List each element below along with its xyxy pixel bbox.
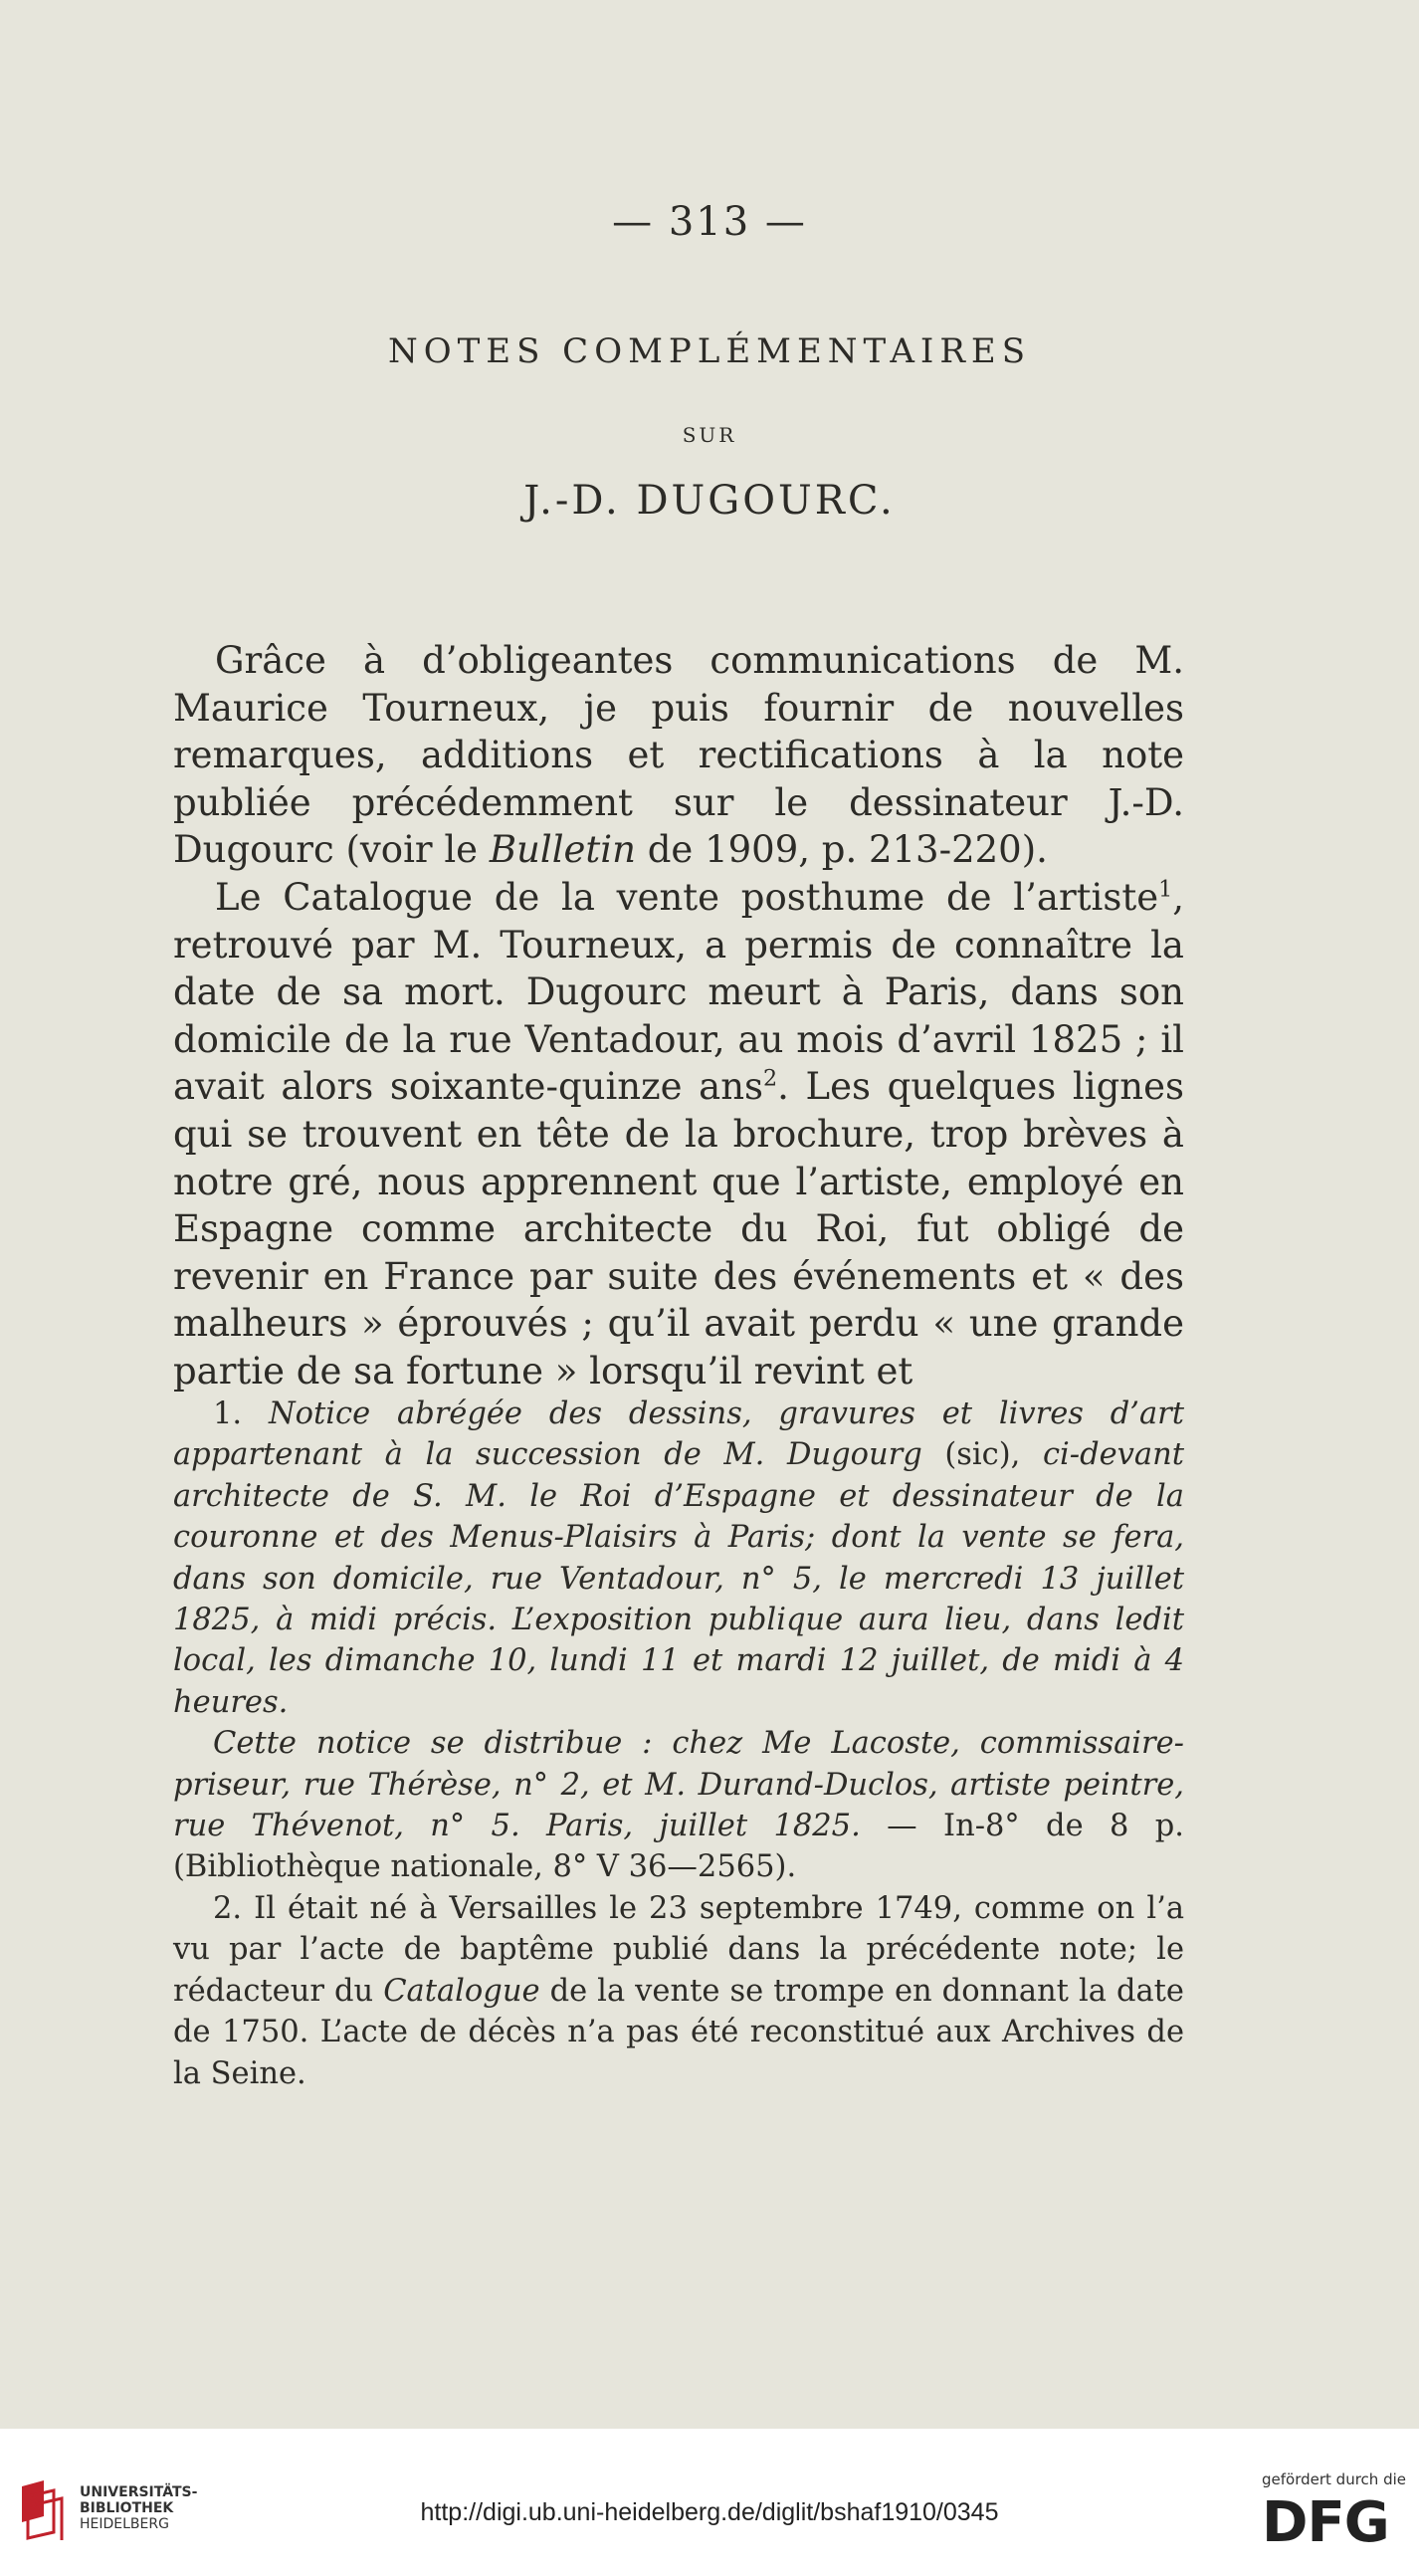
footnote-ref-1: 1 xyxy=(1158,876,1173,903)
article-subject: J.-D. DUGOURC. xyxy=(523,478,896,524)
dfg-logo[interactable]: DFG xyxy=(1262,2490,1389,2555)
footnote-1-continued: Cette notice se distribue : chez Me Lacoste, commissaire-priseur, rue Thérèse, n° 2, et M. Durand-Duclos, artiste peintre, rue Thévenot, n° 5. Paris, juillet 1825. — In-8° de 8 p. (Bibliothèque nationale, 8° V 36—2565). xyxy=(173,1726,1184,1885)
body-text xyxy=(173,637,1184,1395)
page-number: — 313 — xyxy=(612,199,807,245)
footnote-1: 1. Notice abrégée des dessins, gravures et livres d’art appartenant à la succession de M. Dugourg (sic), ci-devant architecte de S. M. le Roi d’Espagne et dessinateur de la couronne et des Menus-Plaisirs à Paris; dont la vente se fera, dans son domicile, rue Ventadour, n° 5, le mercredi 13 juillet 1825, à midi précis. L’exposition publique aura lieu, dans ledit local, les dimanche 10, lundi 11 et mardi 12 juillet, de midi à 4 heures. xyxy=(173,1396,1184,1720)
footnote-2: 2. Il était né à Versailles le 23 septembre 1749, comme on l’a vu par l’acte de baptême publié dans la précédente note; le rédacteur du Catalogue de la vente se trompe en donnant la date de 1750. L’acte de décès n’a pas été reconstitué aux Archives de la Seine. xyxy=(173,1890,1184,2091)
title-connector: SUR xyxy=(682,423,737,447)
paragraph-2: Le Catalogue de la vente posthume de l’artiste$^1$, retrouvé par M. Tourneux, a permis de connaître la date de sa mort. Dugourc meurt à Paris, dans son domicile de la rue Ventadour, au mois d’avril 1825 ; il avait alors soixante-quinze ans$^2$. Les quelques lignes qui se trouvent en tête de la brochure, trop brèves à notre gré, nous apprennent que l’artiste, employé en Espagne comme architecte du Roi, fut obligé de revenir en France par suite des événements et « des malheurs » éprouvés ; qu’il avait perdu « une grande partie de sa fortune » lorsqu’il revint et xyxy=(173,875,1184,1393)
funded-by-label: gefördert durch die xyxy=(1262,2470,1406,2488)
paragraph-1: Grâce à d’obligeantes communications de M. Maurice Tourneux, je puis fournir de nouvelles remarques, additions et rectifications à la note publiée précédemment sur le dessinateur J.-D. Dugourc (voir le Bulletin de 1909, p. 213-220). xyxy=(173,639,1184,872)
footnote-ref-2: 2 xyxy=(763,1066,778,1093)
article-title: NOTES COMPLÉMENTAIRES xyxy=(387,331,1032,371)
permalink-url[interactable]: http://digi.ub.uni-heidelberg.de/diglit/bshaf1910/0345 xyxy=(420,2498,999,2526)
footnotes xyxy=(173,1394,1184,2094)
university-library-name: UNIVERSITÄTS- BIBLIOTHEK HEIDELBERG xyxy=(80,2484,198,2532)
